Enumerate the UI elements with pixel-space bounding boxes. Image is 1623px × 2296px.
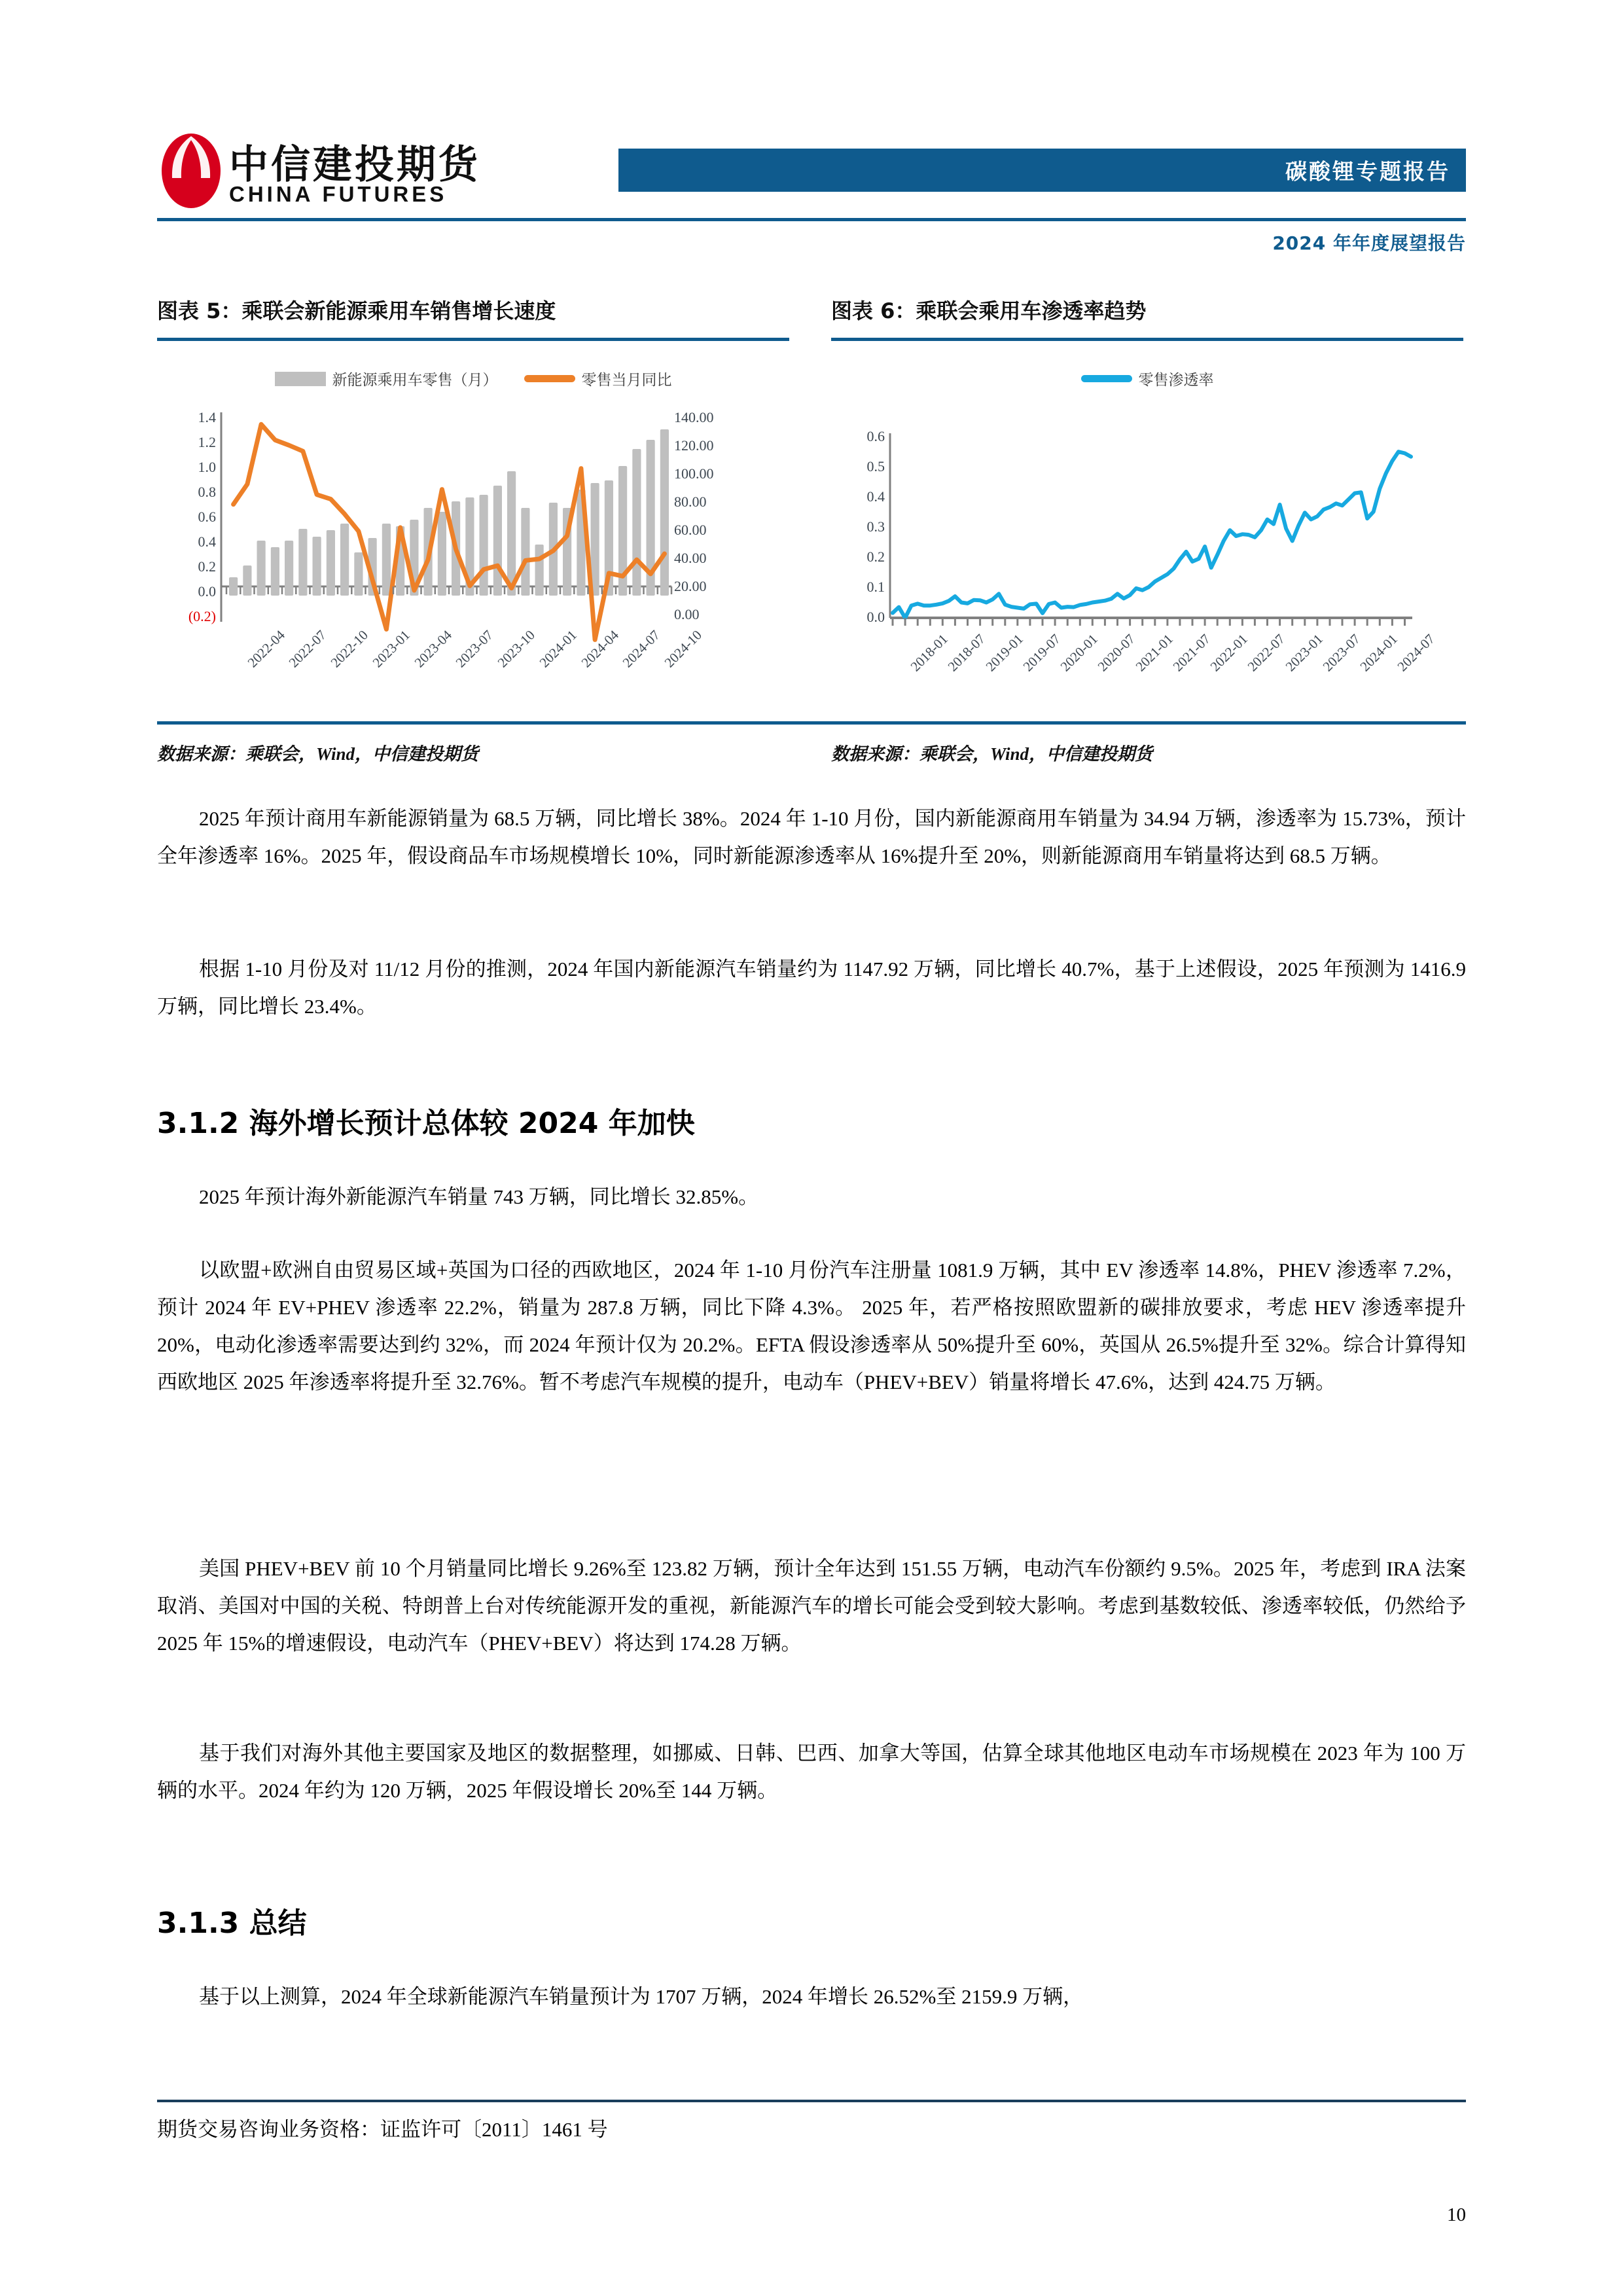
figure-5-yoy-line [234, 424, 665, 639]
bar [327, 530, 335, 596]
bar [480, 495, 488, 596]
xtick-label: 2021-01 [1132, 631, 1176, 675]
xtick-label: 2024-01 [536, 627, 580, 671]
xtick-label: 2022-07 [285, 627, 330, 671]
legend-cyan-swatch-icon [1081, 375, 1132, 382]
figure-5-plot [220, 412, 671, 622]
xtick-label: 2022-01 [1207, 631, 1251, 675]
xtick-label: 2024-07 [619, 627, 664, 671]
c2-ytick-0_4: 0.4 [866, 488, 885, 505]
xtick-label: 2022-07 [1244, 631, 1289, 675]
bar [285, 541, 293, 596]
report-title: 碳酸锂专题报告 [1285, 158, 1450, 185]
xtick-label: 2022-04 [244, 627, 288, 671]
legend-line-swatch-icon [524, 375, 575, 382]
xtick-label: 2021-07 [1169, 631, 1213, 675]
logo-english-name: CHINA FUTURES [229, 182, 448, 206]
xtick-label: 2020-07 [1094, 631, 1139, 675]
heading-3-1-2: 3.1.2 海外增长预计总体较 2024 年加快 [157, 1107, 695, 1140]
c1-ytick-neg0_2: (0.2) [188, 608, 216, 624]
figure-5-chart [157, 347, 789, 713]
c2-ytick-0_2: 0.2 [866, 548, 885, 565]
bar [271, 547, 279, 596]
bar [298, 529, 307, 596]
paragraph-summary: 基于以上测算，2024 年全球新能源汽车销量预计为 1707 万辆，2024 年增长 26.52%至 2159.9 万辆， [199, 1985, 1084, 2008]
heading-3-1-3: 3.1.3 总结 [157, 1907, 307, 1940]
c1-ytick-0_8: 0.8 [198, 484, 216, 500]
legend-bar-swatch-icon [275, 372, 326, 386]
c1-ytick-0_2: 0.2 [198, 558, 216, 575]
c1-y2tick-100: 100.00 [674, 465, 714, 482]
bar [257, 541, 266, 596]
charts-bottom-rule [157, 721, 1466, 725]
xtick-label: 2024-01 [1357, 631, 1401, 675]
xtick-label: 2024-10 [661, 627, 705, 671]
figure-6-legend [831, 368, 1463, 389]
paragraph-commercial-vehicles: 2025 年预计商用车新能源销量为 68.5 万辆，同比增长 38%。2024 年 1-10 月份，国内新能源商用车销量为 34.94 万辆，渗透率为 15.73%，预计全年渗透率 16%。2025 年，假设商品车市场规模增长 10%，同时新能源渗透率从 16%提升至 20%，则新能源商用车销量将达到 68.5 万辆。 [157, 807, 1466, 867]
bar [507, 471, 516, 596]
figure-6-source: 数据来源：乘联会，Wind，中信建投期货 [831, 744, 1153, 764]
header-divider [157, 218, 1466, 221]
report-subtitle: 2024 年年度展望报告 [1272, 232, 1466, 254]
xtick-label: 2020-01 [1057, 631, 1101, 675]
xtick-label: 2019-07 [1020, 631, 1063, 675]
page-header [157, 124, 1466, 254]
citic-logo-icon [160, 132, 223, 209]
c1-y2tick-120: 120.00 [674, 437, 714, 454]
bar [438, 512, 446, 596]
figure-6-title-rule [831, 338, 1463, 341]
legend-line-label: 零售当月同比 [581, 372, 672, 389]
xtick-label: 2024-04 [578, 627, 622, 671]
c1-y2tick-40: 40.00 [674, 550, 707, 566]
c2-ytick-0_5: 0.5 [866, 458, 885, 475]
c1-y2tick-140: 140.00 [674, 409, 714, 425]
bar [660, 429, 669, 596]
legend-penetration-label: 零售渗透率 [1138, 372, 1214, 389]
legend-item-bar [275, 368, 498, 389]
c1-y2tick-80: 80.00 [674, 493, 707, 510]
c2-ytick-0_0: 0.0 [866, 609, 885, 625]
bar [340, 524, 349, 596]
footer-divider [157, 2100, 1466, 2102]
xtick-label: 2023-04 [411, 627, 455, 671]
figure-6-chart [831, 347, 1463, 713]
page-number: 10 [1447, 2204, 1466, 2225]
c1-y2tick-20: 20.00 [674, 578, 707, 594]
c2-ytick-0_1: 0.1 [866, 579, 885, 595]
xtick-label: 2023-07 [452, 627, 497, 671]
legend-item-line [524, 368, 672, 389]
xtick-label: 2022-10 [327, 627, 372, 671]
company-logo [157, 130, 480, 218]
bar [632, 449, 641, 596]
c1-y2tick-60: 60.00 [674, 522, 707, 538]
figure-6-penetration-line [893, 452, 1411, 618]
xtick-label: 2023-01 [369, 627, 413, 671]
c1-ytick-1_4: 1.4 [198, 409, 216, 425]
bar [229, 577, 238, 596]
figure-6-title: 图表 6：乘联会乘用车渗透率趋势 [831, 298, 1147, 323]
logo-chinese-name: 中信建投期货 [229, 142, 480, 188]
bar [382, 524, 391, 596]
xtick-label: 2023-07 [1319, 631, 1363, 675]
figure-6-plot [889, 433, 1412, 622]
paragraph-western-europe: 以欧盟+欧洲自由贸易区域+英国为口径的西欧地区，2024 年 1-10 月份汽车注册量 1081.9 万辆，其中 EV 渗透率 14.8%，PHEV 渗透率 7.2%，预计 2024 年 EV+PHEV 渗透率 22.2%，销量为 287.8 万辆，同比下降 4.3%。 2025 年，若严格按照欧盟新的碳排放要求，考虑 HEV 渗透率提升 20%，电动化渗透率需要达到约 32%，而 2024 年预计仅为 20.2%。EFTA 假设渗透率从 50%提升至 60%，英国从 26.5%提升至 32%。综合计算得知西欧地区 2025 年渗透率将提升至 32.76%。暂不考虑汽车规模的提升，电动车（PHEV+BEV）销量将增长 47.6%，达到 424.75 万辆。 [157, 1259, 1466, 1393]
c1-ytick-0_6: 0.6 [198, 509, 216, 525]
figure-5-title: 图表 5：乘联会新能源乘用车销售增长速度 [157, 298, 556, 323]
bar [493, 486, 502, 596]
c1-ytick-1_0: 1.0 [198, 459, 216, 475]
bar [243, 565, 251, 596]
xtick-label: 2023-01 [1282, 631, 1326, 675]
legend-bar-label: 新能源乘用车零售（月） [332, 372, 498, 389]
c2-ytick-0_3: 0.3 [866, 518, 885, 535]
xtick-label: 2018-01 [907, 631, 951, 675]
c1-ytick-0_4: 0.4 [198, 533, 216, 550]
xtick-label: 2024-07 [1394, 631, 1438, 675]
c1-ytick-0_0: 0.0 [198, 583, 216, 600]
paragraph-domestic-nev-forecast: 根据 1-10 月份及对 11/12 月份的推测，2024 年国内新能源汽车销量约为 1147.92 万辆，同比增长 40.7%，基于上述假设，2025 年预测为 1416.9 万辆，同比增长 23.4%。 [157, 958, 1466, 1018]
bar [535, 545, 544, 596]
figure-5-legend [157, 368, 789, 389]
bar [313, 537, 321, 596]
paragraph-overseas-forecast: 2025 年预计海外新能源汽车销量 743 万辆，同比增长 32.85%。 [199, 1185, 759, 1208]
c2-ytick-0_6: 0.6 [866, 428, 885, 444]
c1-ytick-1_2: 1.2 [198, 434, 216, 450]
xtick-label: 2023-10 [494, 627, 539, 671]
bar [521, 508, 529, 596]
figure-5-title-rule [157, 338, 789, 341]
footer-disclaimer: 期货交易咨询业务资格：证监许可〔2011〕1461 号 [157, 2118, 608, 2141]
paragraph-other-regions: 基于我们对海外其他主要国家及地区的数据整理，如挪威、日韩、巴西、加拿大等国，估算全球其他地区电动车市场规模在 2023 年为 100 万辆的水平。2024 年约为 120 万辆，2025 年假设增长 20%至 144 万辆。 [157, 1742, 1466, 1802]
xtick-label: 2019-01 [982, 631, 1026, 675]
bar [354, 552, 363, 596]
report-title-band [618, 149, 1466, 192]
xtick-label: 2018-07 [944, 631, 989, 675]
legend-item-penetration [1081, 368, 1214, 389]
figure-5-source: 数据来源：乘联会，Wind，中信建投期货 [157, 744, 479, 764]
paragraph-usa: 美国 PHEV+BEV 前 10 个月销量同比增长 9.26%至 123.82 万辆，预计全年达到 151.55 万辆，电动汽车份额约 9.5%。2025 年，考虑到 IRA 法案取消、美国对中国的关税、特朗普上台对传统能源开发的重视，新能源汽车的增长可能会受到较大影响。考虑到基数较低、渗透率较低，仍然给予 2025 年 15%的增速假设，电动汽车（PHEV+BEV）将达到 174.28 万辆。 [157, 1557, 1466, 1655]
c1-y2tick-0: 0.00 [674, 606, 700, 622]
